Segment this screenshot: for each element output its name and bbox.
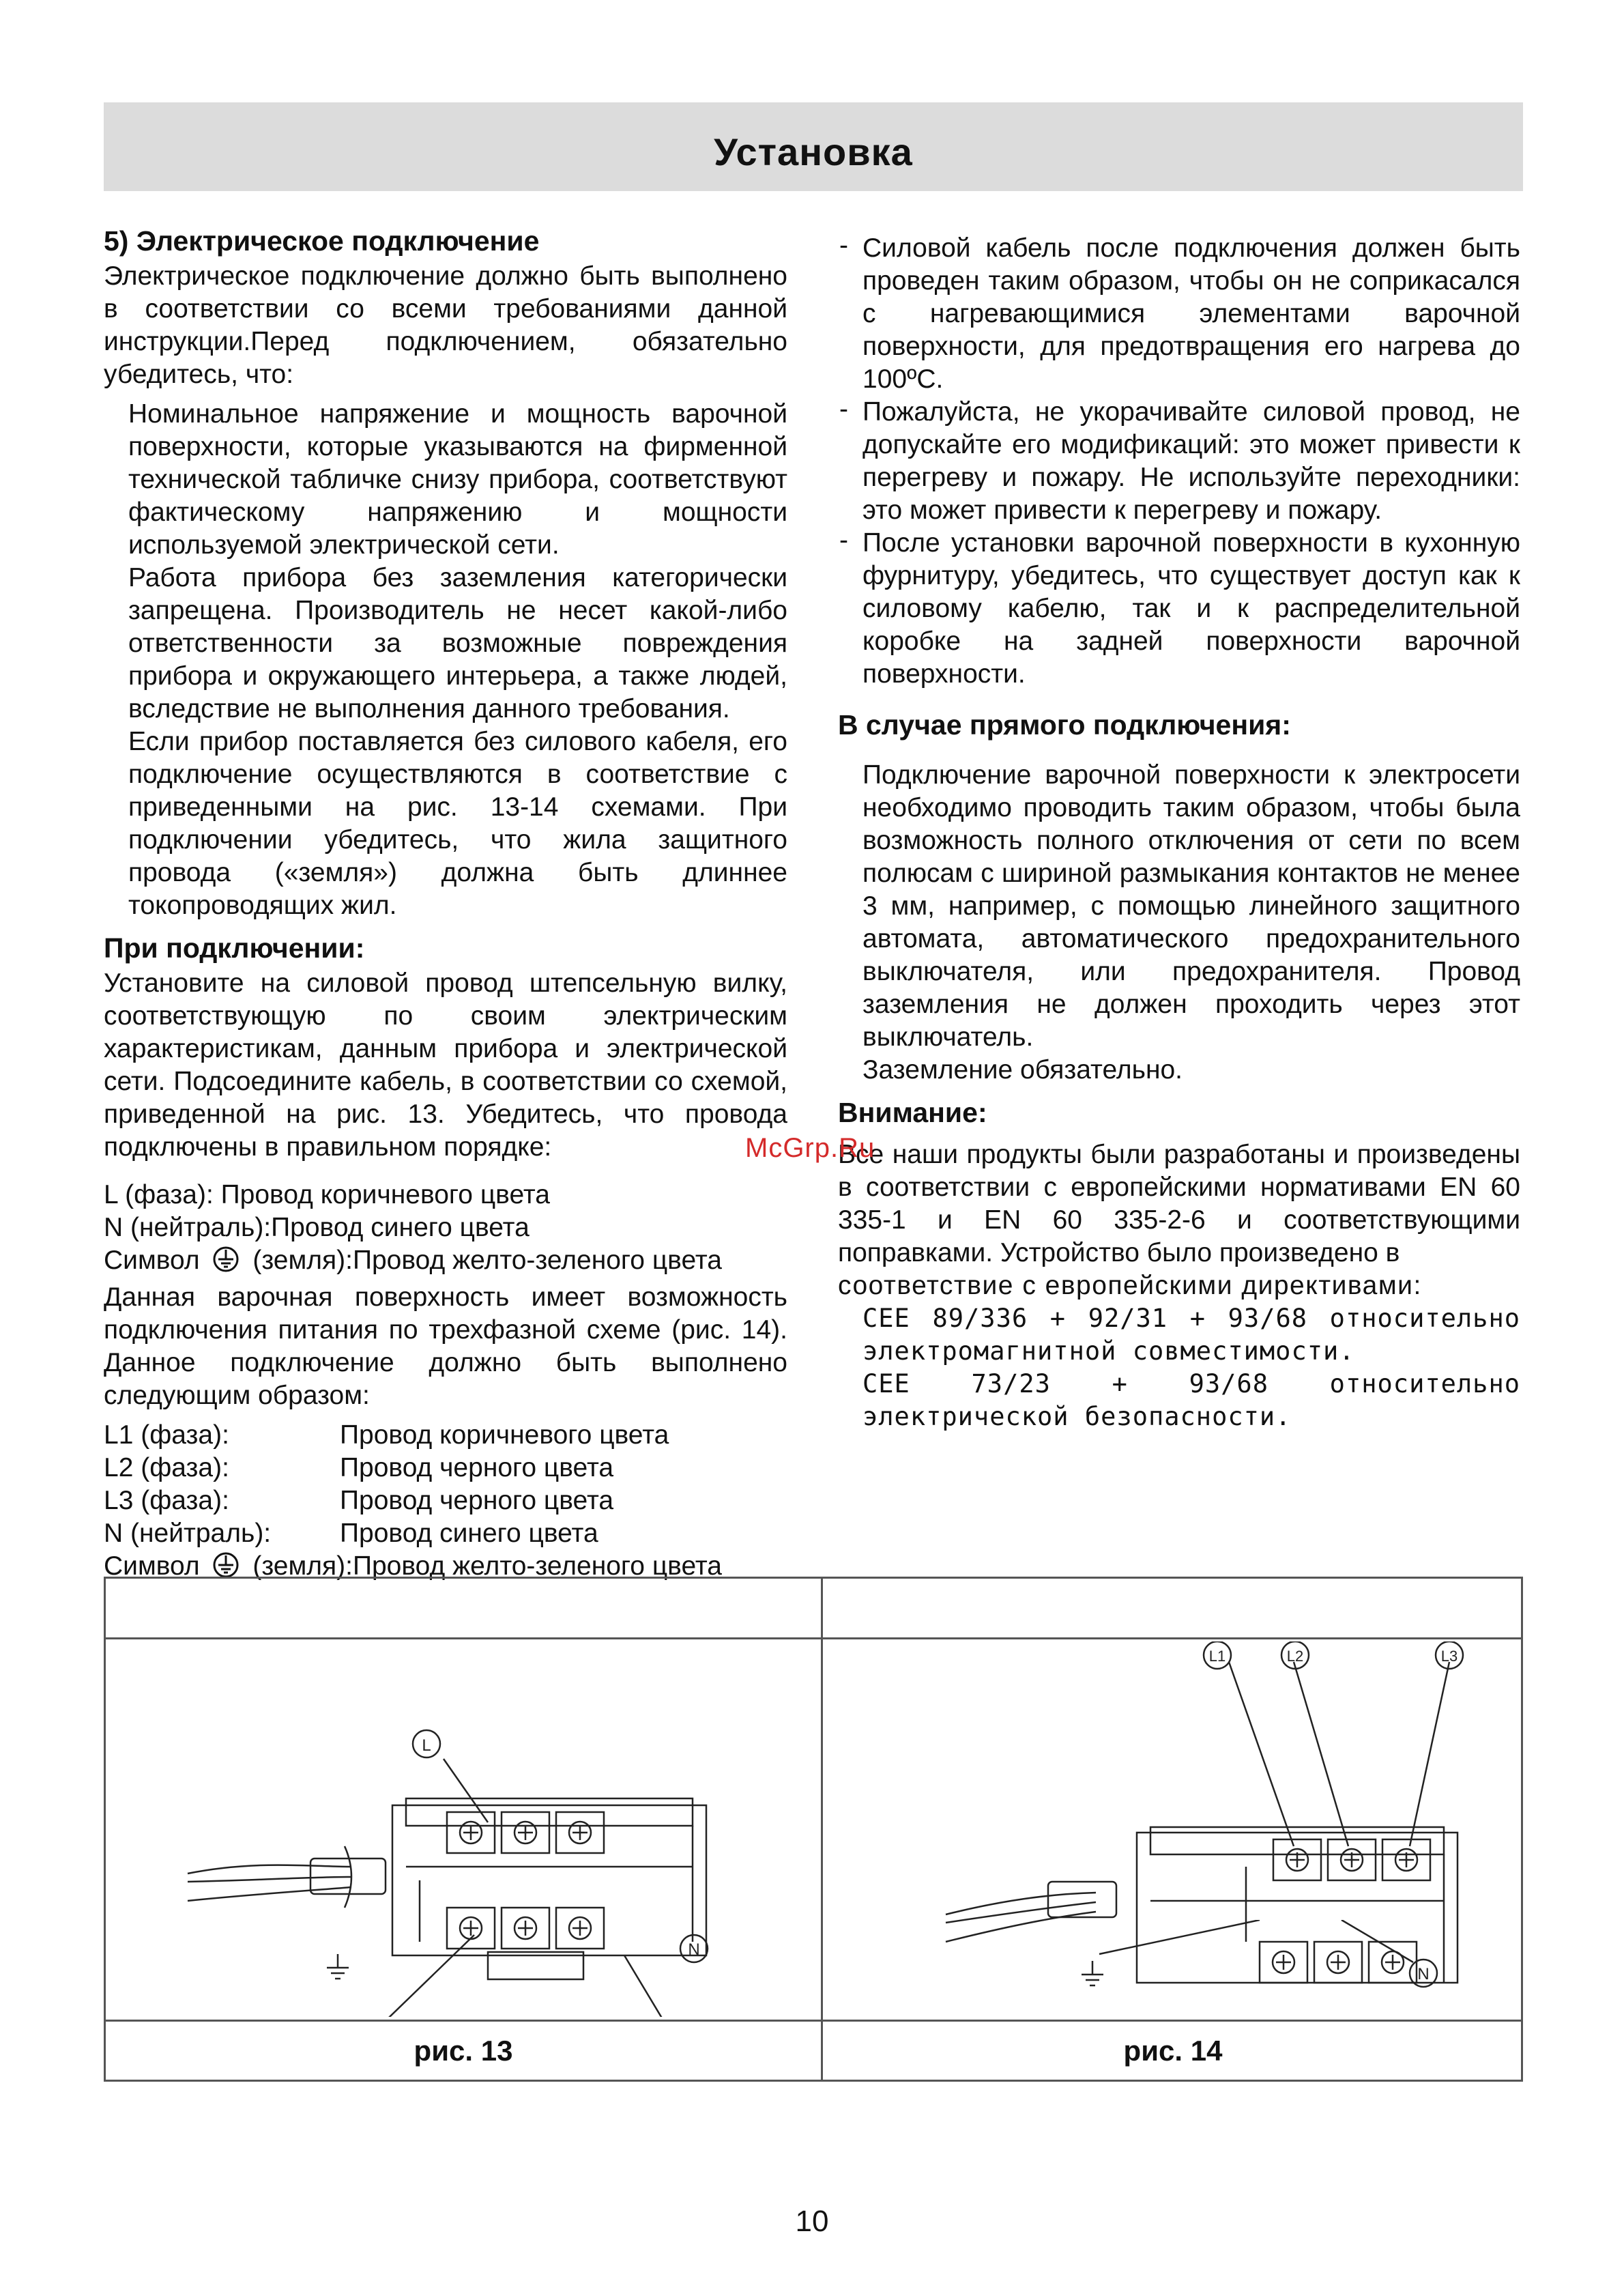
direct-title: В случае прямого подключения: bbox=[838, 709, 1291, 741]
right-column bbox=[838, 232, 1520, 1433]
divider bbox=[106, 2020, 1521, 2022]
left-column bbox=[104, 222, 787, 1587]
single-phase-list bbox=[104, 1179, 787, 1281]
attention-title: Внимание: bbox=[838, 1097, 987, 1128]
dash-item-text: Силовой кабель после подключения должен быть проведен таким образом, чтобы он не соприкасался с нагревающимися элементами варочной поверхности, для предотвращения его нагрева до 100ºC. bbox=[862, 233, 1520, 394]
dash-item-text: Пожалуйста, не укорачивайте силовой провод, не допускайте его модификаций: это может привести к перегреву и пожару. Не используйте переходники: это может привести к перегреву и пожару. bbox=[862, 397, 1520, 525]
list-item bbox=[104, 1517, 787, 1550]
list-item bbox=[104, 1452, 787, 1484]
dash-item: - После установки варочной поверхности в кухонную фурнитуру, убедитесь, что существует доступ как к силовому кабелю, так и к распределительной коробке на задней поверхности варочной поверхности. bbox=[839, 526, 1520, 689]
earth-symbol-icon bbox=[212, 1246, 240, 1281]
figure-caption: рис. 13 bbox=[414, 2035, 513, 2067]
phase-key: L2 (фаза): bbox=[104, 1453, 229, 1482]
figure-table bbox=[104, 1577, 1523, 2082]
attention-line: соответствие с европейскими директивами: bbox=[838, 1271, 1422, 1300]
phase-value: Провод черного цвета bbox=[340, 1486, 614, 1515]
label-N: N bbox=[688, 1940, 700, 1959]
earth-suffix: (земля):Провод желто-зеленого цвета bbox=[252, 1246, 722, 1275]
divider bbox=[106, 1637, 1521, 1639]
intro-text: Электрическое подключение должно быть выполнено в соответствии со всеми требованиями данной инструкции.Перед подключением, обязательно убедитесь, что: bbox=[104, 261, 787, 389]
wiring-diagram-fig14-bottom bbox=[823, 1920, 1523, 2015]
connect-title: При подключении: bbox=[104, 932, 365, 964]
section-title: 5) Электрическое подключение bbox=[104, 225, 540, 257]
label-L2: L2 bbox=[1286, 1648, 1304, 1665]
attention-text: Все наши продукты были разработаны и произведены в соответствии с европейскими нормативами EN 60 335-1 и EN 60 335-2-6 и соответствующими поправками. Устройство было произведено в bbox=[838, 1140, 1520, 1267]
earth-suffix: (земля):Провод желто-зеленого цвета bbox=[252, 1551, 722, 1581]
directive: CEE 89/336 + 92/31 + 93/68 относительно электромагнитной совместимости. bbox=[862, 1304, 1520, 1366]
list-item bbox=[104, 1419, 787, 1452]
connect-text: Установите на силовой провод штепсельную вилку, соответствующую по своим электрическим характеристикам, данным прибора и электрической сети. Подсоедините кабель, в соответствии со схемой, приведенной на рис. 13. Убедитесь, что провода подключены в правильном порядке: bbox=[104, 968, 787, 1162]
earth-required: Заземление обязательно. bbox=[862, 1055, 1183, 1085]
check-item: Работа прибора без заземления категорически запрещена. Производитель не несет какой-либо ответственности за возможные повреждения прибора и окружающего интерьера, а также людей, вследствие не выполнения данного требования. bbox=[128, 563, 787, 723]
three-phase-list bbox=[104, 1419, 787, 1587]
phase-key: L1 (фаза): bbox=[104, 1420, 229, 1450]
dash-item-text: После установки варочной поверхности в кухонную фурнитуру, убедитесь, что существует доступ как к силовому кабелю, так и к распределительной коробке на задней поверхности варочной поверхности. bbox=[862, 528, 1520, 689]
label-L: L bbox=[422, 1736, 431, 1755]
check-item: Если прибор поставляется без силового кабеля, его подключение осуществляются в соответствие с приведенными на рис. 13-14 схемами. При подключении убедитесь, что жила защитного провода («земля») должна быть длиннее токопроводящих жил. bbox=[128, 727, 787, 920]
earth-prefix: Символ bbox=[104, 1246, 200, 1275]
earth-prefix: Символ bbox=[104, 1551, 200, 1581]
list-item: L (фаза): Провод коричневого цвета bbox=[104, 1180, 550, 1209]
figure-caption: рис. 14 bbox=[1123, 2035, 1223, 2067]
list-item bbox=[104, 1484, 787, 1517]
header-bar bbox=[104, 102, 1523, 191]
phase-value: Провод коричневого цвета bbox=[340, 1420, 669, 1450]
watermark: McGrp.Ru bbox=[745, 1133, 875, 1163]
label-L3: L3 bbox=[1440, 1648, 1458, 1665]
page-title: Установка bbox=[714, 130, 913, 173]
phase-value: Провод синего цвета bbox=[340, 1519, 598, 1548]
label-N: N bbox=[1417, 1965, 1430, 1983]
phase-value: Провод черного цвета bbox=[340, 1453, 614, 1482]
direct-text: Подключение варочной поверхности к электросети необходимо проводить таким образом, чтобы была возможность полного отключения от сети по всем полюсам с шириной размыкания контактов не менее 3 мм, например, с помощью линейного защитного автомата, автоматического предохранительного выключателя, или предохранителя. Провод заземления не должен проходить через этот выключатель. bbox=[862, 760, 1520, 1052]
dash-item: - Силовой кабель после подключения должен быть проведен таким образом, чтобы он не соприкасался с нагревающимися элементами варочной поверхности, для предотвращения его нагрева до 100ºC. bbox=[839, 231, 1520, 394]
phase-key: L3 (фаза): bbox=[104, 1486, 229, 1515]
dash-item: - Пожалуйста, не укорачивайте силовой провод, не допускайте его модификаций: это может привести к перегреву и пожару. Не используйте переходники: это может привести к перегреву и пожару. bbox=[839, 394, 1520, 525]
list-item: N (нейтраль):Провод синего цвета bbox=[104, 1213, 530, 1242]
phase-key: N (нейтраль): bbox=[104, 1519, 272, 1548]
wiring-diagram-fig13-bottom bbox=[106, 1906, 821, 2009]
check-item: Номинальное напряжение и мощность варочной поверхности, которые указываются на фирменной технической табличке снизу прибора, соответствуют фактическому напряжению и мощности используемой электрической сети. bbox=[128, 399, 787, 560]
label-L1: L1 bbox=[1208, 1648, 1226, 1665]
directive: CEE 73/23 + 93/68 относительно электрической безопасности. bbox=[862, 1369, 1520, 1431]
three-phase-text: Данная варочная поверхность имеет возможность подключения питания по трехфазной схеме (рис. 14). Данное подключение должно быть выполнено следующим образом: bbox=[104, 1282, 787, 1410]
earth-line bbox=[104, 1244, 787, 1281]
page-number: 10 bbox=[795, 2205, 829, 2238]
